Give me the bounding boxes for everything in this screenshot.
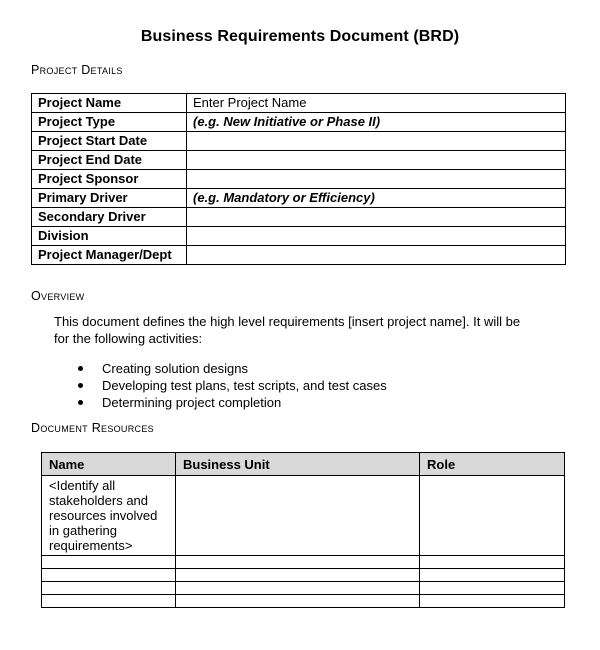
secondary-driver-value[interactable] bbox=[187, 208, 566, 227]
secondary-driver-label: Secondary Driver bbox=[32, 208, 187, 227]
project-name-value[interactable]: Enter Project Name bbox=[187, 94, 566, 113]
resource-business-unit-cell[interactable] bbox=[176, 595, 420, 608]
project-end-date-label: Project End Date bbox=[32, 151, 187, 170]
project-details-table bbox=[31, 93, 566, 265]
list-item bbox=[76, 377, 387, 394]
project-sponsor-value[interactable] bbox=[187, 170, 566, 189]
bullet-text: Determining project completion bbox=[102, 395, 282, 410]
resource-name-cell[interactable] bbox=[42, 569, 176, 582]
resource-name-cell[interactable]: <Identify all stakeholders and resources involved in gathering requirements> bbox=[42, 476, 176, 556]
project-sponsor-label: Project Sponsor bbox=[32, 170, 187, 189]
table-row bbox=[42, 476, 565, 556]
document-title: Business Requirements Document (BRD) bbox=[140, 28, 460, 45]
overview-heading: Overview bbox=[31, 289, 85, 303]
division-value[interactable] bbox=[187, 227, 566, 246]
primary-driver-value[interactable]: (e.g. Mandatory or Efficiency) bbox=[187, 189, 566, 208]
project-manager-dept-label: Project Manager/Dept bbox=[32, 246, 187, 265]
table-row bbox=[32, 246, 566, 265]
table-row bbox=[32, 170, 566, 189]
table-header-row bbox=[42, 453, 565, 476]
resource-role-cell[interactable] bbox=[420, 569, 565, 582]
project-start-date-value[interactable] bbox=[187, 132, 566, 151]
column-header-name: Name bbox=[42, 453, 176, 476]
table-row bbox=[32, 151, 566, 170]
resource-business-unit-cell[interactable] bbox=[176, 556, 420, 569]
overview-line-1: This document defines the high level requirements [insert project name]. It will be bbox=[54, 314, 521, 329]
resource-role-cell[interactable] bbox=[420, 476, 565, 556]
bullet-icon bbox=[78, 383, 83, 388]
overview-paragraph bbox=[54, 313, 538, 347]
project-name-label: Project Name bbox=[32, 94, 187, 113]
project-end-date-value[interactable] bbox=[187, 151, 566, 170]
resource-role-cell[interactable] bbox=[420, 556, 565, 569]
bullet-text: Developing test plans, test scripts, and test cases bbox=[102, 378, 387, 393]
list-item bbox=[76, 394, 387, 411]
bullet-icon bbox=[78, 366, 83, 371]
table-row bbox=[42, 595, 565, 608]
resource-name-cell[interactable] bbox=[42, 556, 176, 569]
resource-business-unit-cell[interactable] bbox=[176, 569, 420, 582]
table-row bbox=[32, 189, 566, 208]
table-row bbox=[42, 556, 565, 569]
document-resources-table bbox=[41, 452, 565, 608]
bullet-icon bbox=[78, 400, 83, 405]
resource-role-cell[interactable] bbox=[420, 582, 565, 595]
project-type-value[interactable]: (e.g. New Initiative or Phase II) bbox=[187, 113, 566, 132]
resource-name-cell[interactable] bbox=[42, 582, 176, 595]
resource-role-cell[interactable] bbox=[420, 595, 565, 608]
project-type-label: Project Type bbox=[32, 113, 187, 132]
table-row bbox=[42, 569, 565, 582]
overview-line-2: for the following activities: bbox=[54, 331, 203, 346]
division-label: Division bbox=[32, 227, 187, 246]
project-manager-dept-value[interactable] bbox=[187, 246, 566, 265]
project-start-date-label: Project Start Date bbox=[32, 132, 187, 151]
table-row bbox=[42, 582, 565, 595]
bullet-text: Creating solution designs bbox=[102, 361, 248, 376]
project-details-heading: Project Details bbox=[31, 63, 123, 77]
table-row bbox=[32, 94, 566, 113]
document-resources-heading: Document Resources bbox=[31, 421, 154, 435]
resource-business-unit-cell[interactable] bbox=[176, 476, 420, 556]
list-item bbox=[76, 360, 387, 377]
primary-driver-label: Primary Driver bbox=[32, 189, 187, 208]
resource-business-unit-cell[interactable] bbox=[176, 582, 420, 595]
table-row bbox=[32, 132, 566, 151]
resource-name-cell[interactable] bbox=[42, 595, 176, 608]
column-header-business-unit: Business Unit bbox=[176, 453, 420, 476]
column-header-role: Role bbox=[420, 453, 565, 476]
table-row bbox=[32, 113, 566, 132]
overview-bullet-list bbox=[76, 360, 387, 411]
table-row bbox=[32, 208, 566, 227]
table-row bbox=[32, 227, 566, 246]
